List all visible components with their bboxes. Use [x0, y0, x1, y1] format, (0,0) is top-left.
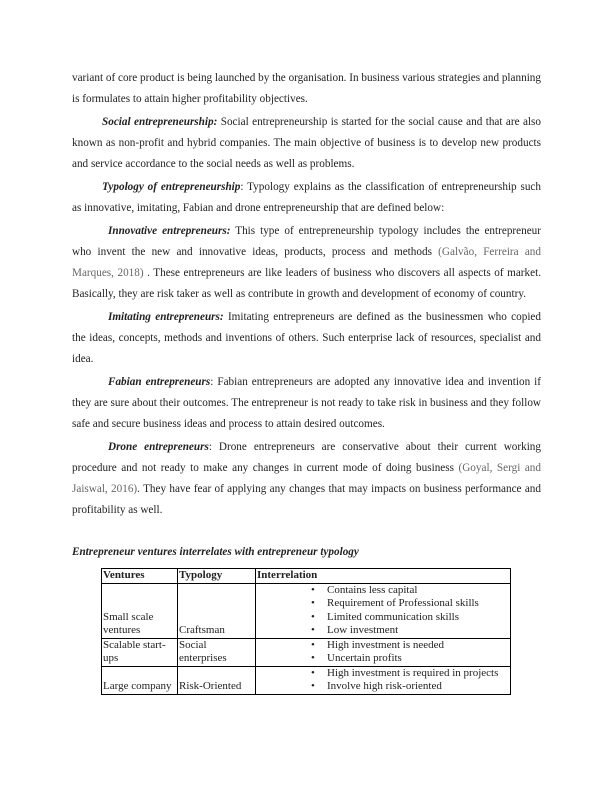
- table-row: [102, 583, 511, 638]
- cell-interrelation: [256, 583, 511, 638]
- paragraph-fabian: Fabian entrepreneurs: Fabian entrepreneurs are adopted any innovative idea and invention if they are sure about their outcomes. The entrepreneur is not ready to take risk in business and they follow safe and secure business ideas and process to attain desired outcomes.: [72, 376, 542, 430]
- header-typology: Typology: [178, 569, 256, 584]
- cell-interrelation: [256, 666, 511, 694]
- heading-fabian: Fabian entrepreneurs: [108, 376, 211, 388]
- list-item: • High investment is needed: [327, 639, 509, 653]
- cell-venture: Scalable start-ups: [102, 638, 178, 666]
- document-body: [72, 68, 541, 523]
- list-item: • Requirement of Professional skills: [327, 597, 509, 611]
- heading-drone: Drone entrepreneurs: [108, 441, 209, 453]
- paragraph-innovative: Innovative entrepreneurs: This type of entrepreneurship typology includes the entrepreneur who invent the new and innovative ideas, products, process and methods (Galvão, Ferreira and Marques, 2018) . These entrepreneurs are like leaders of business who discovers all aspects of market. Basically, they are risk taker as well as contribute in growth and development of economy of country.: [72, 225, 541, 300]
- heading-social-entrepreneurship: Social entrepreneurship:: [102, 116, 218, 128]
- list-item: • Low investment: [327, 624, 509, 638]
- cell-typology: Craftsman: [178, 583, 256, 638]
- citation-goyal: (Goyal, Sergi and Jaiswal, 2016): [72, 462, 541, 495]
- paragraph-typology: Typology of entrepreneurship: Typology explains as the classification of entrepreneurship such as innovative, imitating, Fabian and drone entrepreneurship that are defined below:: [72, 181, 541, 214]
- heading-innovative: Innovative entrepreneurs:: [108, 225, 231, 237]
- interrelation-list: [257, 667, 509, 694]
- cell-venture: Large company: [102, 666, 178, 694]
- citation-galvao: (Galvão, Ferreira and Marques, 2018): [72, 246, 541, 279]
- cell-interrelation: [256, 638, 511, 666]
- heading-imitating: Imitating entrepreneurs:: [108, 311, 224, 323]
- cell-venture: Small scale ventures: [102, 583, 178, 638]
- list-item: • Contains less capital: [327, 584, 509, 598]
- table-header-row: [102, 569, 511, 584]
- list-item: • Involve high risk-oriented: [327, 680, 509, 694]
- paragraph-drone: Drone entrepreneurs: Drone entrepreneurs are conservative about their current working procedure and not ready to make any changes in current mode of doing business (Goyal, Sergi and Jaiswal, 2016). They have fear of applying any changes that may impacts on business performance and profitability as well.: [72, 441, 541, 516]
- paragraph-intro: variant of core product is being launched by the organisation. In business various strategies and planning is formulates to attain higher profitability objectives.: [72, 72, 541, 105]
- interrelation-list: [257, 584, 509, 638]
- table-caption: Entrepreneur ventures interrelates with entrepreneur typology: [72, 546, 359, 558]
- paragraph-imitating: Imitating entrepreneurs: Imitating entrepreneurs are defined as the businessmen who copied the ideas, concepts, methods and inventions of others. Such enterprise lack of resources, specialist and idea.: [72, 311, 541, 365]
- header-interrelation: Interrelation: [256, 569, 511, 584]
- ventures-table: [101, 568, 511, 695]
- paragraph-social-entrepreneurship: Social entrepreneurship: Social entrepreneurship is started for the social cause and that are also known as non-profit and hybrid companies. The main objective of business is to develop new products and service accordance to the social needs as well as problems.: [72, 116, 541, 170]
- list-item: • Uncertain profits: [327, 652, 509, 666]
- list-item: • Limited communication skills: [327, 611, 509, 625]
- cell-typology: Social enterprises: [178, 638, 256, 666]
- list-item: • High investment is required in projects: [327, 667, 509, 681]
- heading-typology: Typology of entrepreneurship: [102, 181, 241, 193]
- interrelation-list: [257, 639, 509, 666]
- header-ventures: Ventures: [102, 569, 178, 584]
- table-row: [102, 638, 511, 666]
- cell-typology: Risk-Oriented: [178, 666, 256, 694]
- table-row: [102, 666, 511, 694]
